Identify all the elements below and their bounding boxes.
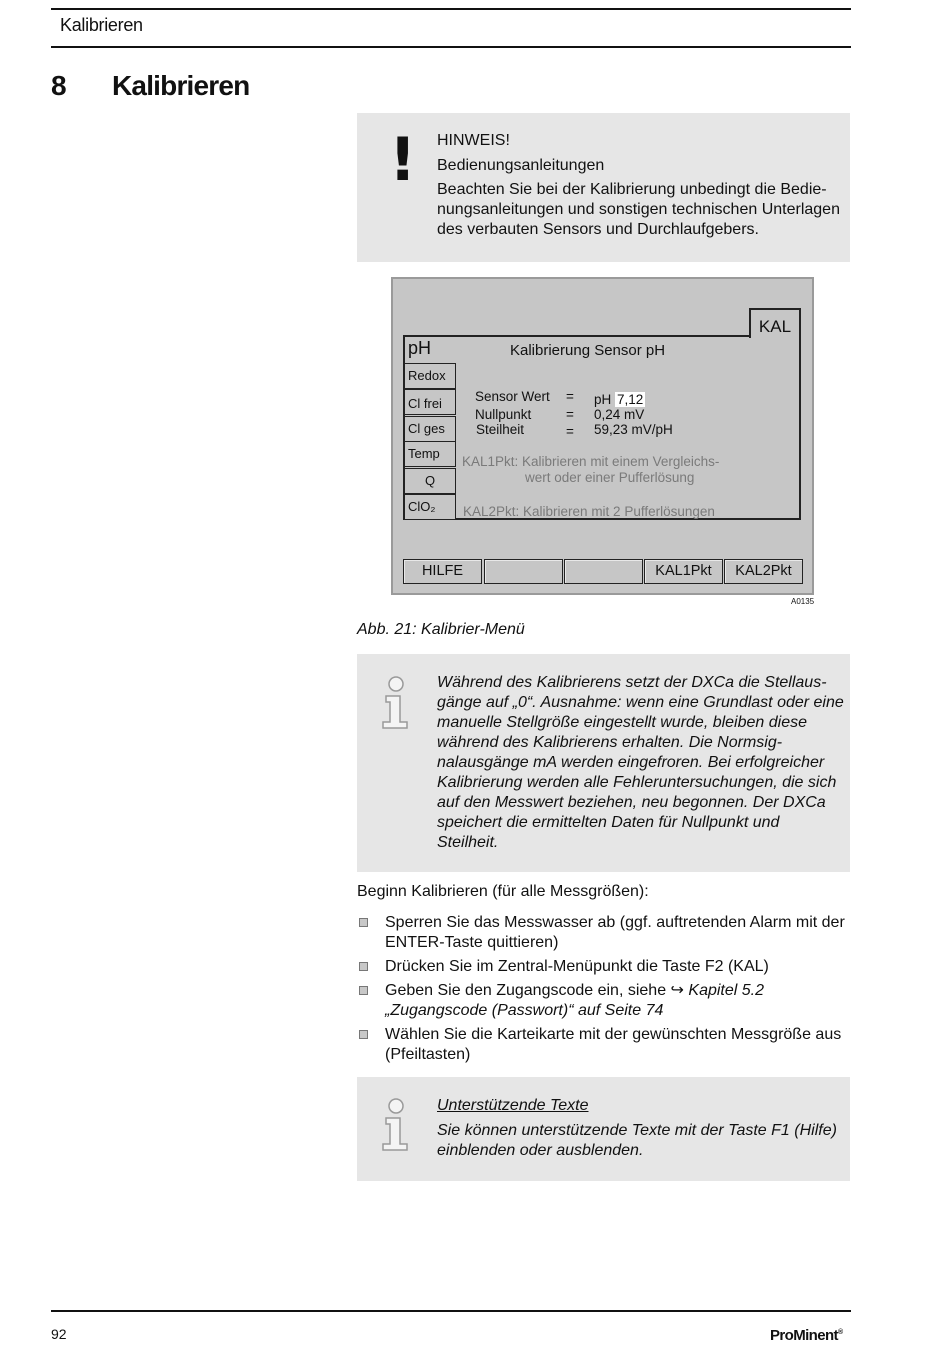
step-text: Geben Sie den Zugangscode ein, siehe	[385, 982, 671, 999]
tab-cl-frei: Cl frei	[404, 389, 456, 415]
row-steilheit-value: 59,23 mV/pH	[594, 422, 673, 437]
page-number: 92	[51, 1326, 67, 1342]
tab-redox: Redox	[404, 363, 456, 389]
chapter-reference-link[interactable]: ↪ Kapitel 5.2 „Zugangscode (Passwort)“ auf Seite 74	[385, 982, 765, 1019]
f5-kal2pkt-key: KAL2Pkt	[724, 559, 803, 584]
bullet-square-icon	[359, 962, 368, 971]
steps-intro: Beginn Kalibrieren (für alle Messgrößen):	[357, 883, 649, 900]
f2-key	[484, 559, 563, 584]
figure-code: A0135	[791, 597, 815, 606]
row-sensor-wert-eq: =	[566, 389, 574, 404]
row-nullpunkt-value: 0,24 mV	[594, 407, 645, 422]
hint-kal1-line1: KAL1Pkt: Kalibrieren mit einem Vergleichs-	[462, 454, 720, 469]
step-text: Drücken Sie im Zentral-Menüpunkt die Taste F2 (KAL)	[385, 958, 769, 975]
tab-ph: pH	[408, 338, 432, 358]
kal-tab: KAL	[749, 308, 801, 338]
list-item	[357, 981, 847, 1021]
warning-subheading: Bedienungsanleitungen	[437, 157, 605, 174]
tab-clo2: ClO₂	[404, 494, 456, 520]
info-icon	[380, 674, 412, 732]
list-item	[357, 913, 847, 953]
info-calibration-text: Während des Kalibrierens setzt der DXCa die Stellausgänge auf „0“. Ausnahme: wenn eine Grundlast oder eine manuelle Stellgröße eingestellt wurde, bleiben diese während des Kalibrierens erhalten. Die Normsignalausgänge mA werden eingefroren. Bei erfolgreicher Kalibrierung werden alle Fehleruntersuchungen, die sich auf den Messwert beziehen, neu begonnen. Der DXCa speichert die ermittelten Daten für Nullpunkt und Steilheit.	[437, 674, 844, 851]
hint-kal2: KAL2Pkt: Kalibrieren mit 2 Pufferlösungen	[463, 504, 715, 519]
row-sensor-wert-value	[594, 392, 645, 407]
warning-body: Beachten Sie bei der Kalibrierung unbedingt die Bedienungsanleitungen und sonstigen technischen Unterlagen des verbauten Sensors und Durchlaufgebers.	[437, 181, 840, 238]
step-text: Sperren Sie das Messwasser ab (ggf. auftretenden Alarm mit der ENTER-Taste quittieren)	[385, 914, 845, 951]
exclamation-icon: !	[389, 125, 417, 195]
info-help-title: Unterstützende Texte	[437, 1097, 589, 1114]
registered-mark: ®	[837, 1329, 843, 1336]
display-title: Kalibrierung Sensor pH	[510, 342, 666, 359]
row-steilheit-label: Steilheit	[476, 422, 525, 437]
footer-rule	[51, 1310, 851, 1312]
header-bottom-rule	[51, 46, 851, 48]
ph-value: 7,12	[617, 392, 644, 407]
running-header: Kalibrieren	[60, 15, 143, 35]
list-item	[357, 1025, 847, 1065]
tab-cl-ges: Cl ges	[404, 416, 456, 442]
row-nullpunkt-label: Nullpunkt	[475, 407, 532, 422]
tab-q: Q	[404, 468, 456, 494]
f4-kal1pkt-key: KAL1Pkt	[644, 559, 723, 584]
row-nullpunkt-eq: =	[566, 407, 574, 422]
info-icon	[380, 1096, 412, 1154]
tab-temp: Temp	[404, 441, 456, 467]
bullet-square-icon	[359, 986, 368, 995]
f3-key	[564, 559, 643, 584]
hint-kal1-line2: wert oder einer Pufferlösung	[525, 470, 695, 485]
chapter-title: Kalibrieren	[112, 70, 250, 101]
steps-list	[357, 913, 847, 1069]
bullet-square-icon	[359, 1030, 368, 1039]
bullet-square-icon	[359, 918, 368, 927]
ph-unit-prefix: pH	[594, 392, 612, 407]
figure-caption: Abb. 21: Kalibrier-Menü	[357, 621, 525, 638]
row-sensor-wert-label: Sensor Wert	[475, 389, 550, 404]
chapter-number: 8	[51, 70, 67, 101]
f1-hilfe-key: HILFE	[403, 559, 482, 584]
list-item	[357, 957, 847, 977]
step-text: Wählen Sie die Karteikarte mit der gewünschten Messgröße aus (Pfeiltasten)	[385, 1026, 842, 1063]
prominent-logo	[770, 1327, 843, 1344]
brand-name: ProMinent	[770, 1327, 838, 1344]
info-help-text: Sie können unterstützende Texte mit der Taste F1 (Hilfe) einblenden oder ausblenden.	[437, 1122, 837, 1159]
warning-heading: HINWEIS!	[437, 132, 510, 149]
header-top-rule	[51, 8, 851, 10]
row-steilheit-eq: =	[566, 424, 574, 439]
